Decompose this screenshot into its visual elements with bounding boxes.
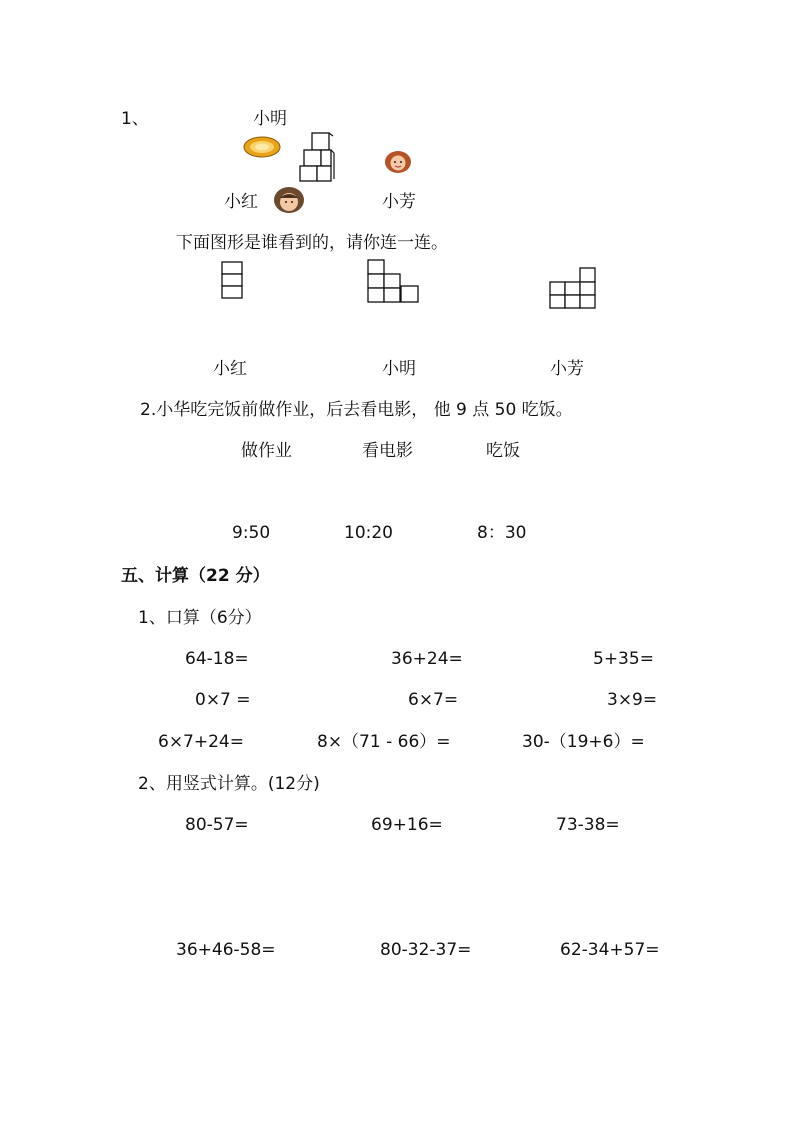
xiaoming-face-icon: [243, 136, 281, 158]
vertical-item-1-1: 80-57=: [185, 815, 249, 835]
oral-item-2-1: 0×7 =: [195, 690, 251, 710]
q2-text: 2.小华吃完饭前做作业，后去看电影， 他 9 点 50 吃饭。: [140, 400, 573, 420]
vertical-title: 2、用竖式计算。(12分): [138, 774, 320, 794]
q1-number: 1、: [121, 109, 149, 129]
vertical-item-2-1: 36+46-58=: [176, 940, 276, 960]
time-3: 8：30: [477, 523, 527, 543]
label-xiaohong-scene: 小红: [224, 192, 258, 212]
oral-item-3-1: 6×7+24=: [158, 732, 244, 752]
q1-instruction: 下面图形是谁看到的，请你连一连。: [176, 233, 448, 253]
oral-item-1-2: 36+24=: [391, 649, 463, 669]
section-5-title: 五、计算（22 分）: [121, 566, 270, 586]
view-figure-2-icon: [366, 258, 420, 304]
vertical-item-2-2: 80-32-37=: [380, 940, 472, 960]
oral-item-1-3: 5+35=: [593, 649, 654, 669]
cube-stack-icon: [298, 131, 338, 183]
answer-label-3: 小芳: [550, 359, 584, 379]
oral-item-3-2: 8×（71 - 66）=: [317, 732, 451, 752]
label-xiaofang-scene: 小芳: [382, 192, 416, 212]
activity-2: 看电影: [362, 441, 413, 461]
answer-label-2: 小明: [382, 359, 416, 379]
activity-1: 做作业: [241, 441, 292, 461]
oral-item-3-3: 30-（19+6）=: [522, 732, 645, 752]
time-2: 10:20: [344, 523, 393, 543]
answer-label-1: 小红: [213, 359, 247, 379]
oral-title: 1、口算（6分）: [138, 608, 262, 628]
view-figure-3-icon: [548, 266, 598, 310]
view-figure-1-icon: [220, 260, 244, 300]
activity-3: 吃饭: [486, 441, 520, 461]
vertical-item-1-2: 69+16=: [371, 815, 443, 835]
oral-item-2-3: 3×9=: [607, 690, 658, 710]
oral-item-2-2: 6×7=: [408, 690, 459, 710]
oral-item-1-1: 64-18=: [185, 649, 249, 669]
vertical-item-2-3: 62-34+57=: [560, 940, 660, 960]
xiaofang-face-icon: [376, 150, 420, 176]
xiaohong-face-icon: [272, 186, 306, 216]
vertical-item-1-3: 73-38=: [556, 815, 620, 835]
time-1: 9:50: [232, 523, 271, 543]
label-xiaoming-scene: 小明: [253, 109, 287, 129]
